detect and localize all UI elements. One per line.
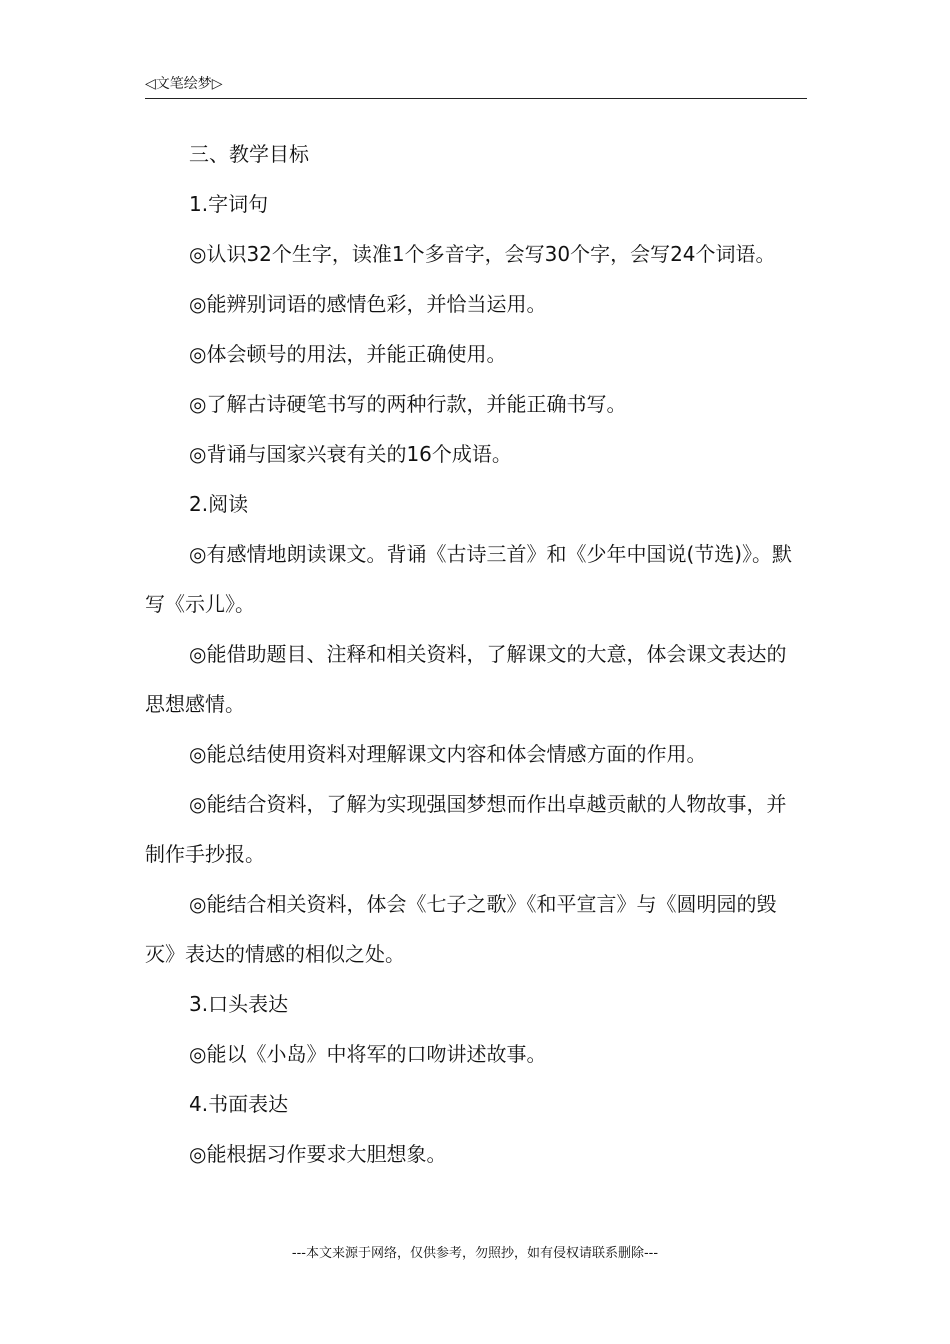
- paragraph: ◎能总结使用资料对理解课文内容和体会情感方面的作用。: [189, 742, 707, 766]
- paragraph: ◎能辨别词语的感情色彩，并恰当运用。: [189, 292, 547, 316]
- paragraph: ◎体会顿号的用法，并能正确使用。: [189, 342, 507, 366]
- paragraph: ◎能以《小岛》中将军的口吻讲述故事。: [189, 1042, 547, 1066]
- subheading: 1.字词句: [189, 192, 269, 216]
- paragraph: ◎了解古诗硬笔书写的两种行款，并能正确书写。: [189, 392, 627, 416]
- subheading: 3.口头表达: [189, 992, 289, 1016]
- paragraph: ◎认识32个生字，读准1个多音字，会写30个字，会写24个词语。: [189, 242, 776, 266]
- paragraph: ◎有感情地朗读课文。背诵《古诗三首》和《少年中国说(节选)》。默写《示儿》。: [145, 542, 793, 616]
- page-footer: ---本文来源于网络，仅供参考，勿照抄，如有侵权请联系删除---: [291, 1246, 659, 1261]
- document-body: [145, 129, 795, 1179]
- page-header: [145, 74, 807, 99]
- section-heading: 三、教学目标: [189, 142, 309, 166]
- paragraph: ◎能根据习作要求大胆想象。: [189, 1142, 447, 1166]
- subheading: 4.书面表达: [189, 1092, 289, 1116]
- paragraph: ◎能结合相关资料，体会《七子之歌》《和平宣言》与《圆明园的毁灭》表达的情感的相似之处。: [145, 892, 777, 966]
- paragraph: ◎背诵与国家兴衰有关的16个成语。: [189, 442, 512, 466]
- paragraph: ◎能借助题目、注释和相关资料，了解课文的大意，体会课文表达的思想感情。: [145, 642, 787, 716]
- paragraph: ◎能结合资料，了解为实现强国梦想而作出卓越贡献的人物故事，并制作手抄报。: [145, 792, 787, 866]
- subheading: 2.阅读: [189, 492, 249, 516]
- header-title: ◁文笔绘梦▷: [145, 76, 223, 92]
